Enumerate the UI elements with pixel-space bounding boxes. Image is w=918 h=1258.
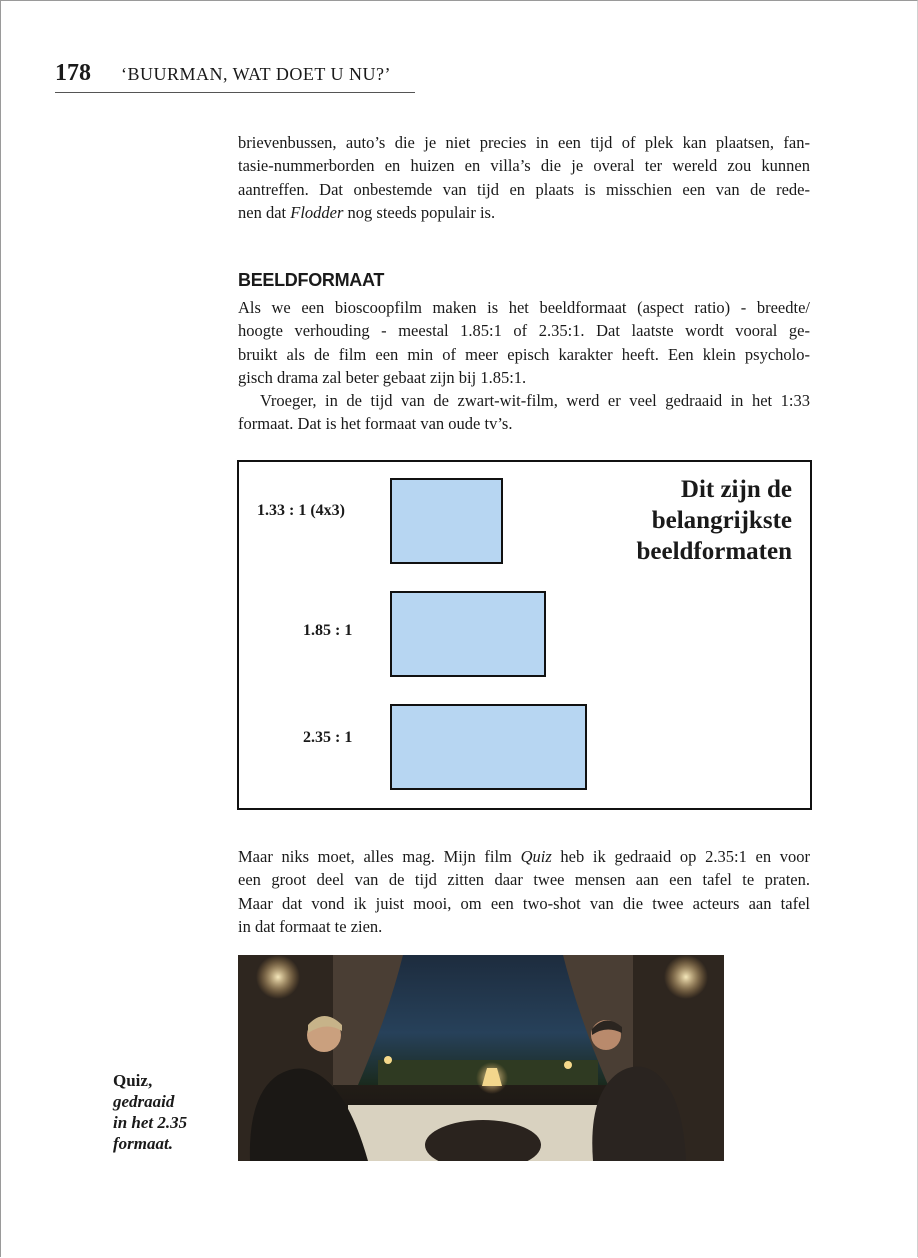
ratio-label-185: 1.85 : 1: [303, 622, 353, 639]
running-head: [55, 58, 415, 93]
caption-line: belangrijkste: [651, 507, 792, 534]
text-line: in dat formaat te zien.: [238, 916, 383, 936]
text-line: Vroeger, in de tijd van de zwart-wit-film, werd er veel gedraaid in het 1:33: [260, 391, 810, 411]
text-line: [238, 201, 810, 224]
photo-caption: [113, 1070, 187, 1154]
text-line: aantreffen. Dat onbestemde van tijd en plaats is misschien een van de rede-: [238, 179, 810, 199]
paragraph-intro: [238, 131, 810, 224]
ratio-label-235: 2.35 : 1: [303, 729, 353, 746]
figure-caption: [636, 474, 792, 567]
text-line: bruikt als de film een min of meer episch karakter heeft. Een klein psycholo-: [238, 344, 810, 364]
film-title-quiz: Quiz: [520, 847, 552, 866]
text-line: tasie-nummerborden en huizen en villa’s die je overal ter wereld zou kunnen: [238, 156, 810, 176]
section-heading: BEELDFORMAAT: [238, 270, 385, 290]
aspect-ratio-figure: [237, 460, 812, 810]
paragraph-quiz: [238, 845, 810, 938]
running-title: ‘BUURMAN, WAT DOET U NU?’: [121, 64, 391, 84]
text-fragment: heb ik gedraaid op 2.35:1 en voor: [551, 847, 811, 866]
quiz-film-still: [238, 955, 724, 1161]
text-line: brievenbussen, auto’s die je niet precies in een tijd of plek kan plaatsen, fan-: [238, 133, 810, 152]
page-number: 178: [55, 60, 91, 86]
caption-line: Dit zijn de: [680, 476, 792, 503]
text-line: [238, 845, 810, 868]
film-title-flodder: Flodder: [290, 202, 344, 222]
text-line: gisch drama zal beter gebaat zijn bij 1.85:1.: [238, 367, 527, 387]
text-line: hoogte verhouding - meestal 1.85:1 of 2.35:1. Dat laatste wordt vooral ge-: [238, 321, 810, 341]
photo-caption-title: Quiz,: [113, 1071, 153, 1090]
photo-caption-line: gedraaid: [113, 1092, 175, 1111]
text-line: Als we een bioscoopfilm maken is het beeldformaat (aspect ratio) - breedte/: [238, 298, 810, 317]
text-fragment: nen dat: [238, 202, 291, 222]
text-fragment: nog steeds populair is.: [343, 202, 496, 222]
ratio-label-133: 1.33 : 1 (4x3): [257, 502, 345, 519]
photo-caption-line: formaat.: [113, 1134, 173, 1153]
ratio-rect-235: [390, 704, 587, 790]
text-line: formaat. Dat is het formaat van oude tv’s.: [238, 414, 513, 434]
photo-caption-line: in het 2.35: [113, 1113, 188, 1132]
caption-line: beeldformaten: [636, 538, 792, 565]
text-fragment: Maar niks moet, alles mag. Mijn film: [238, 847, 521, 866]
paragraph-aspect-ratio: [238, 296, 810, 436]
text-line: Maar dat vond ik juist mooi, om een two-shot van die twee acteurs aan tafel: [238, 893, 810, 913]
ratio-rect-185: [390, 591, 546, 677]
text-line: een groot deel van de tijd zitten daar twee mensen aan een tafel te praten.: [238, 870, 810, 890]
ratio-rect-133: [390, 478, 503, 564]
